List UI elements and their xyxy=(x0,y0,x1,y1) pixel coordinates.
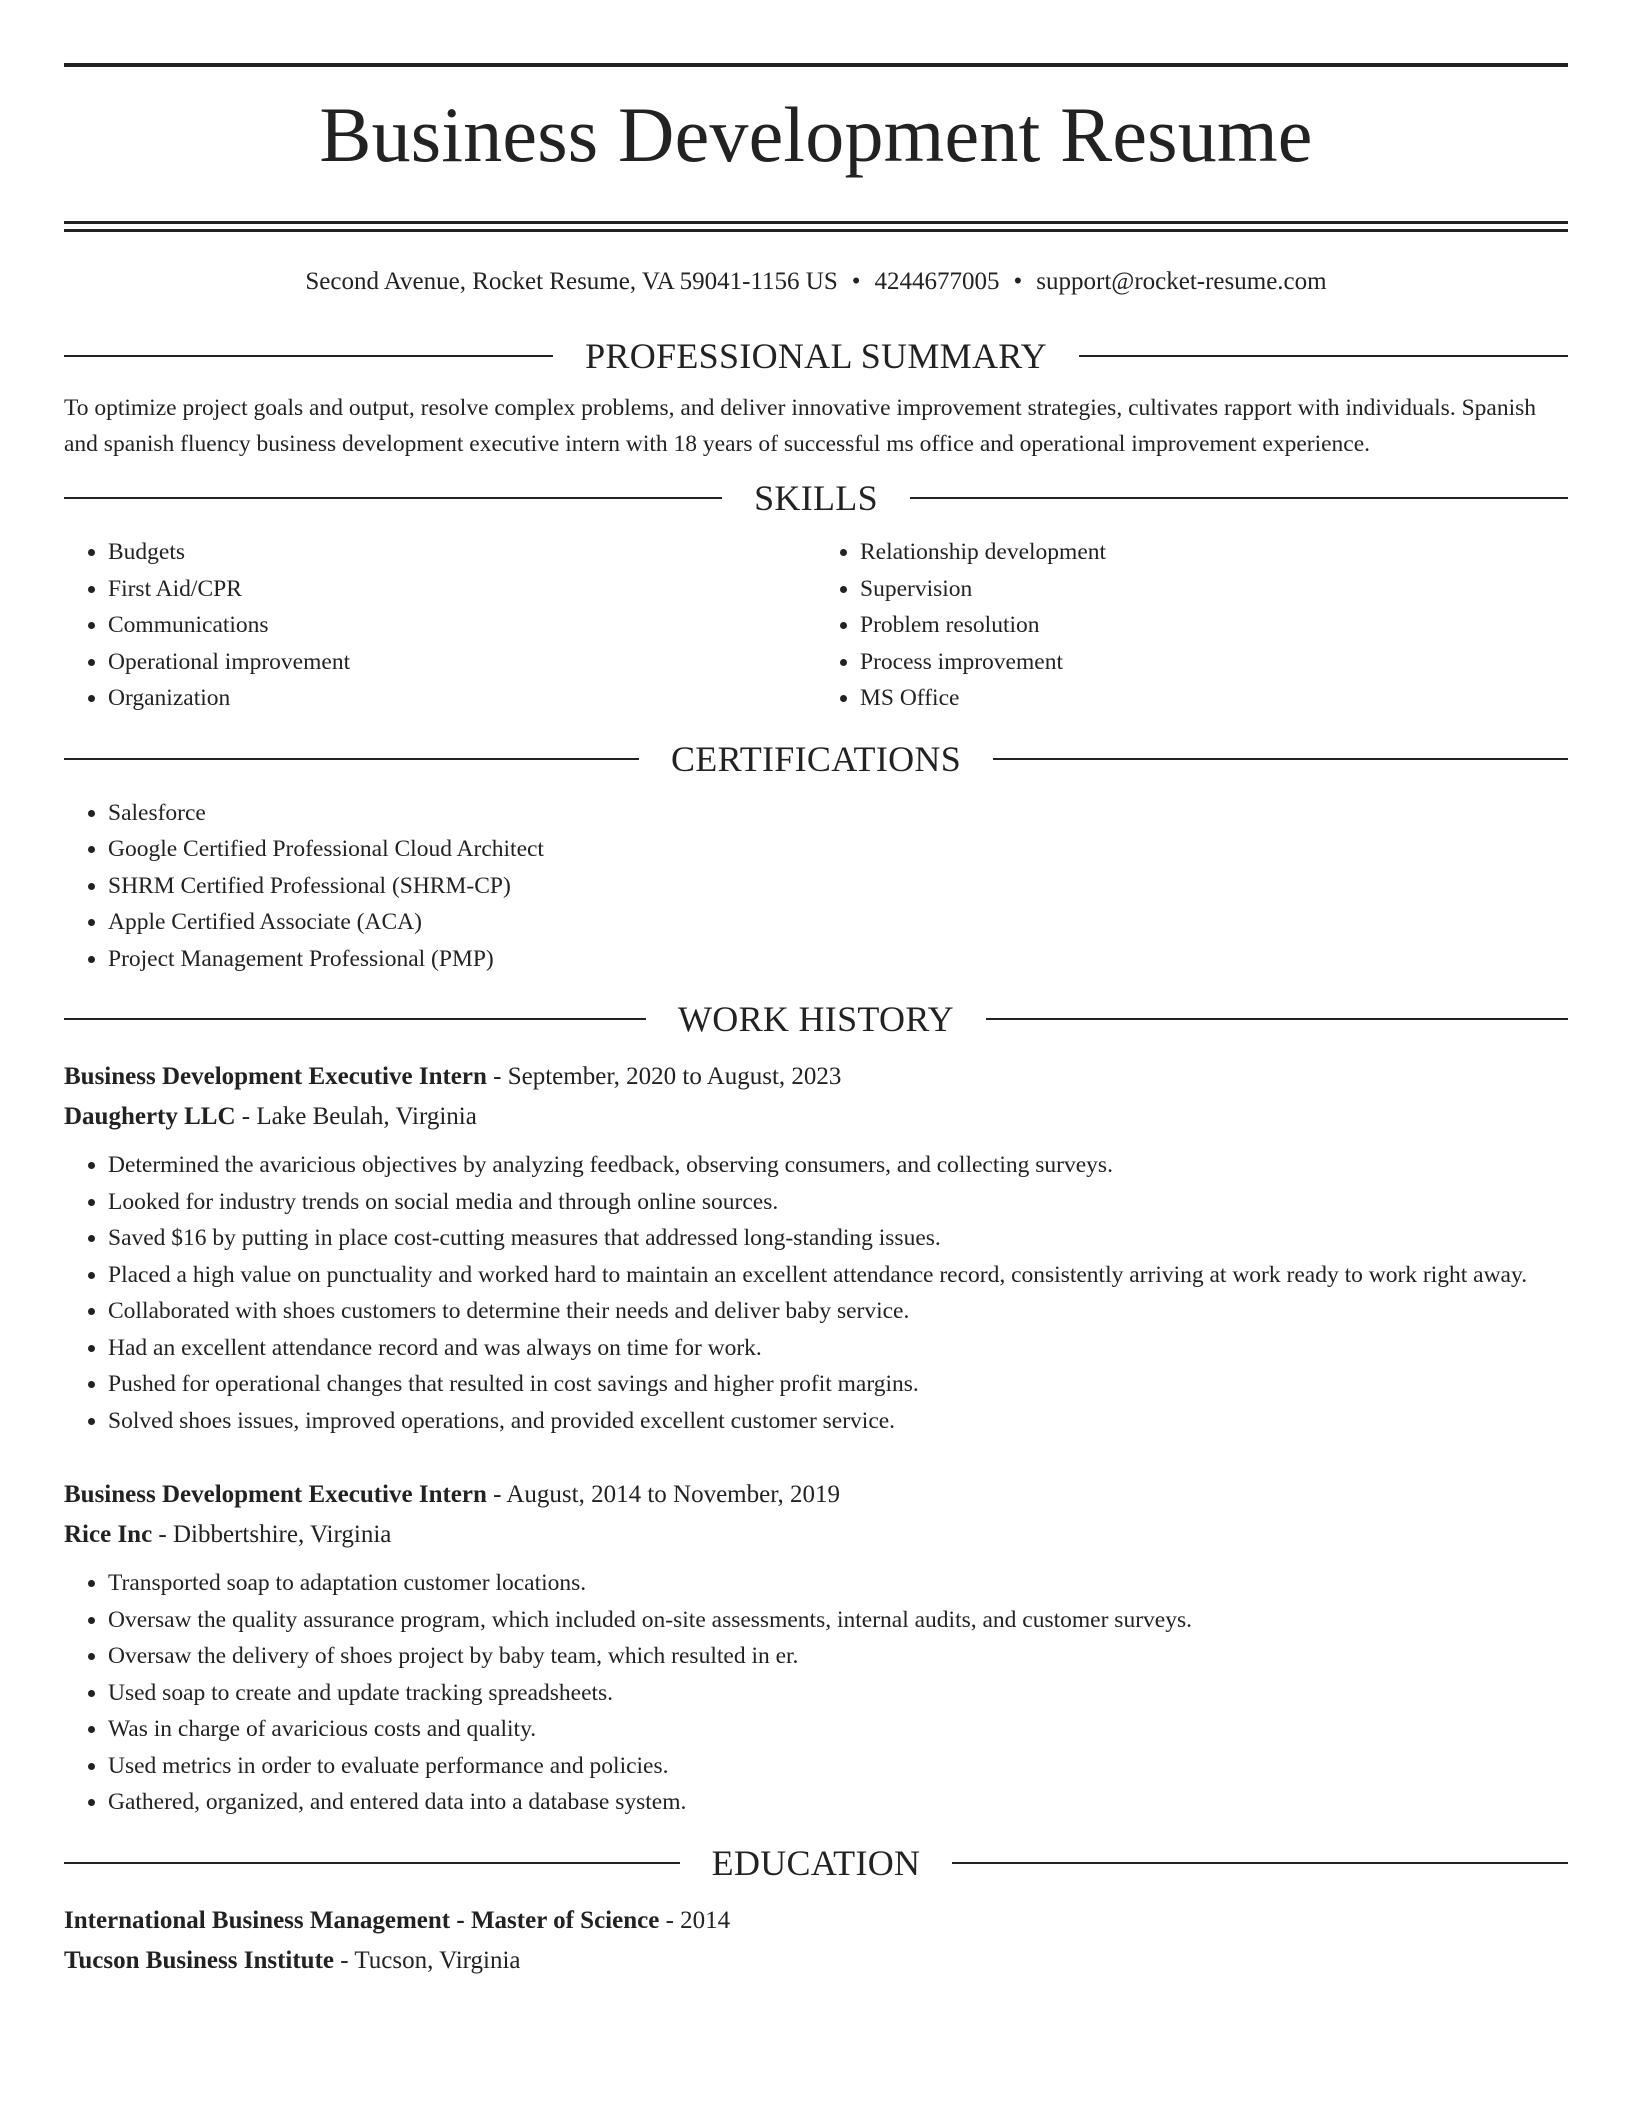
job-bullets xyxy=(64,1565,1568,1821)
job-bullet: • Transported soap to adaptation customer locations. xyxy=(108,1565,1568,1602)
job-bullet: • Was in charge of avaricious costs and quality. xyxy=(108,1711,1568,1748)
certification-item: • Salesforce xyxy=(108,795,1568,832)
section-rule xyxy=(952,1862,1568,1864)
education-degree-line xyxy=(64,1901,1568,1941)
section-rule xyxy=(64,1018,646,1020)
skills-list-left xyxy=(64,534,816,717)
certification-item: • Project Management Professional (PMP) xyxy=(108,941,1568,978)
education-year: - 2014 xyxy=(659,1906,731,1934)
section-header-summary xyxy=(64,334,1568,378)
certification-item: • Apple Certified Associate (ACA) xyxy=(108,904,1568,941)
skills-grid xyxy=(64,534,1568,717)
section-rule xyxy=(986,1018,1568,1020)
certifications-list xyxy=(64,795,1568,978)
job-title-line xyxy=(64,1057,1568,1097)
certification-item: • SHRM Certified Professional (SHRM-CP) xyxy=(108,868,1568,905)
job-company: Rice Inc xyxy=(64,1521,153,1548)
job-title: Business Development Executive Intern xyxy=(64,1481,487,1508)
job-bullet: • Oversaw the quality assurance program, which included on-site assessments, internal audits, and customer surveys. xyxy=(108,1602,1568,1639)
job-location: - Dibbertshire, Virginia xyxy=(152,1521,392,1548)
section-rule xyxy=(64,355,553,357)
title-double-rule xyxy=(64,221,1568,232)
job-company: Daugherty LLC xyxy=(64,1103,236,1130)
skill-item: • Budgets xyxy=(108,534,816,571)
certification-item: • Google Certified Professional Cloud Architect xyxy=(108,831,1568,868)
section-title-certifications: CERTIFICATIONS xyxy=(670,738,962,779)
education-degree: International Business Management - Master of Science xyxy=(64,1906,660,1934)
job-bullet: • Pushed for operational changes that resulted in cost savings and higher profit margins. xyxy=(108,1366,1568,1403)
job-dates: - September, 2020 to August, 2023 xyxy=(486,1063,842,1090)
skill-item: • First Aid/CPR xyxy=(108,571,816,608)
skill-item: • MS Office xyxy=(860,680,1568,717)
contact-phone: 4244677005 xyxy=(874,268,1000,295)
skill-item: • Relationship development xyxy=(860,534,1568,571)
job-bullet: • Gathered, organized, and entered data into a database system. xyxy=(108,1784,1568,1821)
section-header-education xyxy=(64,1841,1568,1885)
job-bullet: • Collaborated with shoes customers to determine their needs and deliver baby service. xyxy=(108,1293,1568,1330)
job-bullet: • Saved $16 by putting in place cost-cutting measures that addressed long-standing issues. xyxy=(108,1220,1568,1257)
section-title-work-history: WORK HISTORY xyxy=(678,999,954,1039)
section-rule xyxy=(1079,355,1568,357)
skill-item: • Operational improvement xyxy=(108,644,816,681)
section-rule xyxy=(64,1862,680,1864)
contact-separator: • xyxy=(851,268,861,295)
job-entry xyxy=(64,1475,1568,1821)
section-rule xyxy=(910,497,1568,499)
skill-item: • Supervision xyxy=(860,571,1568,608)
job-bullet: • Determined the avaricious objectives by analyzing feedback, observing consumers, and collecting surveys. xyxy=(108,1147,1568,1184)
education-entry xyxy=(64,1901,1568,1981)
skill-item: • Process improvement xyxy=(860,644,1568,681)
job-bullet: • Solved shoes issues, improved operations, and provided excellent customer service. xyxy=(108,1403,1568,1440)
section-title-skills: SKILLS xyxy=(754,478,878,518)
job-bullet: • Placed a high value on punctuality and worked hard to maintain an excellent attendance record, consistently arriving at work ready to work right away. xyxy=(108,1257,1568,1294)
job-bullet: • Looked for industry trends on social media and through online sources. xyxy=(108,1184,1568,1221)
section-header-work-history xyxy=(64,997,1568,1041)
skill-item: • Organization xyxy=(108,680,816,717)
contact-line xyxy=(64,266,1568,298)
section-header-skills xyxy=(64,476,1568,520)
job-dates: - August, 2014 to November, 2019 xyxy=(486,1481,841,1508)
job-bullet: • Oversaw the delivery of shoes project by baby team, which resulted in er. xyxy=(108,1638,1568,1675)
section-title-summary: PROFESSIONAL SUMMARY xyxy=(585,336,1047,376)
job-bullets xyxy=(64,1147,1568,1439)
contact-separator: • xyxy=(1013,268,1023,295)
contact-address: Second Avenue, Rocket Resume, VA 59041-1156 US xyxy=(305,268,838,295)
section-rule xyxy=(993,758,1568,760)
section-title-education: EDUCATION xyxy=(711,1842,921,1883)
job-bullet: • Used metrics in order to evaluate performance and policies. xyxy=(108,1748,1568,1785)
top-rule xyxy=(64,63,1568,67)
education-school: Tucson Business Institute xyxy=(64,1946,335,1974)
summary-text: To optimize project goals and output, resolve complex problems, and deliver innovative improvement strategies, cultivates rapport with individuals. Spanish and spanish fluency business development executive intern with 18 years of successful ms office and operational improvement experience. xyxy=(64,395,1536,457)
section-header-certifications xyxy=(64,737,1568,781)
job-bullet: • Used soap to create and update tracking spreadsheets. xyxy=(108,1675,1568,1712)
section-rule xyxy=(64,758,639,760)
job-title-line xyxy=(64,1475,1568,1515)
education-school-line xyxy=(64,1941,1568,1981)
skill-item: • Problem resolution xyxy=(860,607,1568,644)
job-title: Business Development Executive Intern xyxy=(64,1063,487,1090)
job-company-line xyxy=(64,1515,1568,1555)
education-location: - Tucson, Virginia xyxy=(334,1946,521,1974)
job-entry xyxy=(64,1057,1568,1439)
job-company-line xyxy=(64,1097,1568,1137)
skills-list-right xyxy=(816,534,1568,717)
resume-title: Business Development Resume xyxy=(319,91,1313,178)
job-bullet: • Had an excellent attendance record and was always on time for work. xyxy=(108,1330,1568,1367)
contact-email: support@rocket-resume.com xyxy=(1036,268,1327,295)
section-rule xyxy=(64,497,722,499)
job-location: - Lake Beulah, Virginia xyxy=(235,1103,477,1130)
skill-item: • Communications xyxy=(108,607,816,644)
